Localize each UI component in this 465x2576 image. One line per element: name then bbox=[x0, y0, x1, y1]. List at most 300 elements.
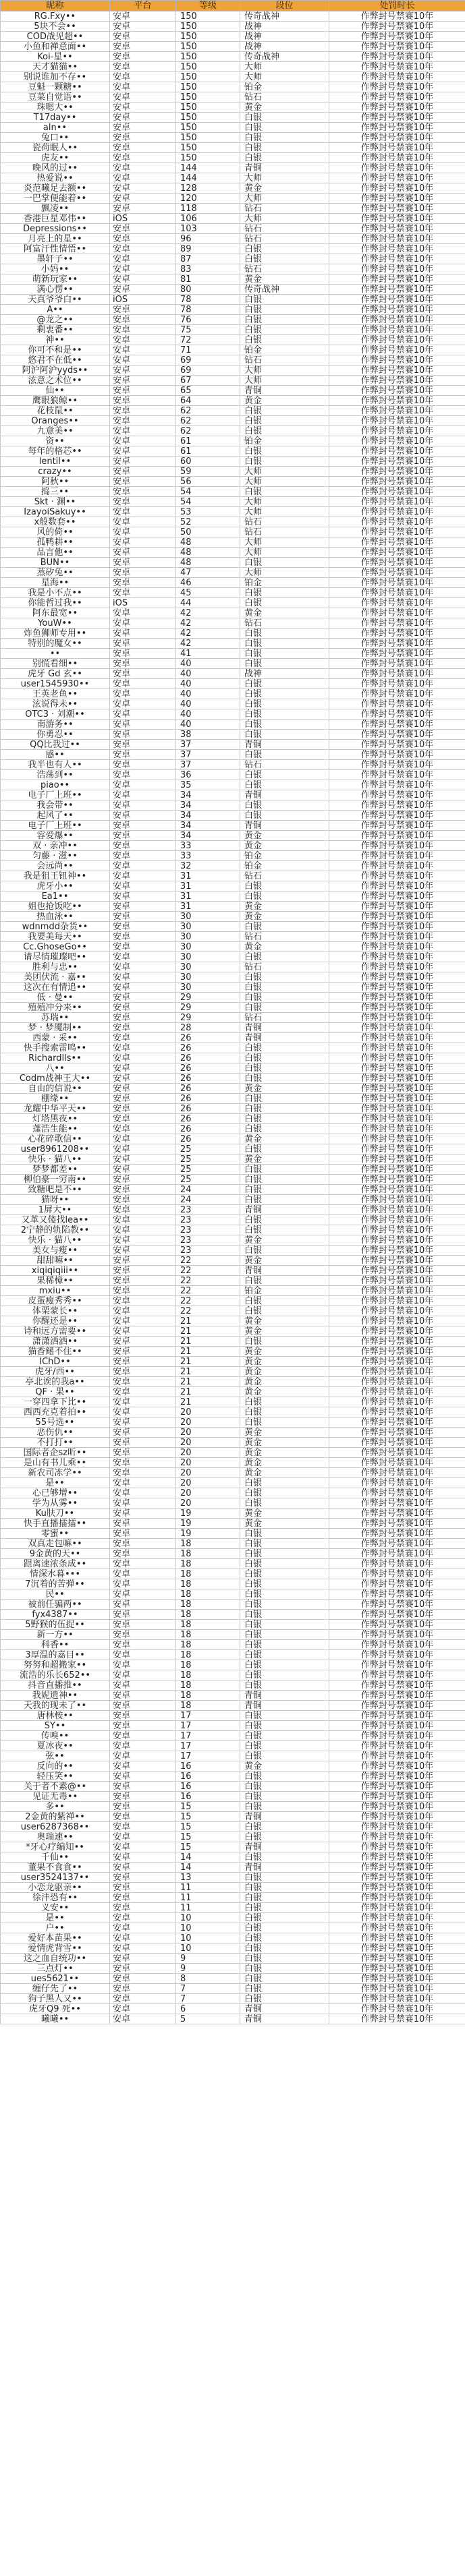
table-row bbox=[1, 548, 465, 558]
cell-level: 150 bbox=[176, 11, 240, 22]
cell-nickname: 三点灯•• bbox=[1, 1964, 110, 1974]
cell-penalty: 作弊封号禁赛10年 bbox=[329, 1438, 465, 1448]
cell-penalty: 作弊封号禁赛10年 bbox=[329, 446, 465, 457]
cell-penalty: 作弊封号禁赛10年 bbox=[329, 942, 465, 952]
cell-level: 21 bbox=[176, 1357, 240, 1367]
cell-penalty: 作弊封号禁赛10年 bbox=[329, 1822, 465, 1832]
cell-rank: 大师 bbox=[240, 62, 329, 72]
cell-level: 61 bbox=[176, 436, 240, 446]
cell-nickname: 热爱说•• bbox=[1, 173, 110, 183]
cell-platform: 安卓 bbox=[110, 32, 176, 42]
cell-platform: 安卓 bbox=[110, 204, 176, 214]
table-row bbox=[1, 517, 465, 527]
cell-penalty: 作弊封号禁赛10年 bbox=[329, 436, 465, 446]
cell-nickname: 被前任骗两•• bbox=[1, 1600, 110, 1610]
cell-platform: 安卓 bbox=[110, 1043, 176, 1053]
cell-penalty: 作弊封号禁赛10年 bbox=[329, 467, 465, 477]
cell-nickname: 九意美•• bbox=[1, 426, 110, 436]
table-row bbox=[1, 1347, 465, 1357]
cell-nickname: 泫意之术位•• bbox=[1, 376, 110, 386]
cell-level: 18 bbox=[176, 1630, 240, 1640]
cell-rank: 白银 bbox=[240, 1933, 329, 1943]
cell-nickname: 虎牙小•• bbox=[1, 881, 110, 891]
cell-platform: 安卓 bbox=[110, 1306, 176, 1316]
table-row bbox=[1, 1680, 465, 1691]
cell-rank: 白银 bbox=[240, 881, 329, 891]
cell-nickname: 感•• bbox=[1, 750, 110, 760]
cell-platform: 安卓 bbox=[110, 1286, 176, 1296]
cell-level: 23 bbox=[176, 1215, 240, 1225]
cell-penalty: 作弊封号禁赛10年 bbox=[329, 1893, 465, 1903]
cell-level: 18 bbox=[176, 1650, 240, 1660]
cell-nickname: 亭北诶的我a•• bbox=[1, 1377, 110, 1387]
cell-penalty: 作弊封号禁赛10年 bbox=[329, 113, 465, 123]
cell-penalty: 作弊封号禁赛10年 bbox=[329, 871, 465, 881]
cell-platform: 安卓 bbox=[110, 1660, 176, 1670]
cell-rank: 白银 bbox=[240, 1782, 329, 1792]
cell-platform: 安卓 bbox=[110, 618, 176, 628]
cell-rank: 白银 bbox=[240, 1539, 329, 1549]
cell-nickname: 我会带•• bbox=[1, 800, 110, 811]
cell-penalty: 作弊封号禁赛10年 bbox=[329, 1751, 465, 1761]
cell-nickname: 双真走包嘛•• bbox=[1, 1539, 110, 1549]
table-row bbox=[1, 295, 465, 305]
cell-level: 69 bbox=[176, 365, 240, 376]
cell-penalty: 作弊封号禁赛10年 bbox=[329, 902, 465, 912]
cell-penalty: 作弊封号禁赛10年 bbox=[329, 912, 465, 922]
cell-platform: 安卓 bbox=[110, 1417, 176, 1428]
cell-level: 20 bbox=[176, 1498, 240, 1509]
cell-penalty: 作弊封号禁赛10年 bbox=[329, 153, 465, 163]
cell-penalty: 作弊封号禁赛10年 bbox=[329, 1954, 465, 1964]
table-row bbox=[1, 163, 465, 173]
cell-nickname: 姐也抢饭吃•• bbox=[1, 902, 110, 912]
cell-nickname: 资•• bbox=[1, 436, 110, 446]
cell-level: 16 bbox=[176, 1792, 240, 1802]
cell-level: 7 bbox=[176, 1994, 240, 2004]
cell-penalty: 作弊封号禁赛10年 bbox=[329, 1316, 465, 1326]
cell-platform: 安卓 bbox=[110, 345, 176, 355]
cell-nickname: 星海•• bbox=[1, 578, 110, 588]
cell-nickname: OTC3 · 刘潮•• bbox=[1, 709, 110, 720]
cell-penalty: 作弊封号禁赛10年 bbox=[329, 1478, 465, 1488]
cell-platform: 安卓 bbox=[110, 608, 176, 618]
cell-nickname: A•• bbox=[1, 305, 110, 315]
table-row bbox=[1, 1954, 465, 1964]
cell-rank: 白银 bbox=[240, 689, 329, 699]
cell-penalty: 作弊封号禁赛10年 bbox=[329, 62, 465, 72]
cell-platform: 安卓 bbox=[110, 548, 176, 558]
cell-nickname: 科香•• bbox=[1, 1640, 110, 1650]
cell-level: 32 bbox=[176, 861, 240, 871]
table-row bbox=[1, 1387, 465, 1397]
cell-penalty: 作弊封号禁赛10年 bbox=[329, 214, 465, 224]
table-row bbox=[1, 285, 465, 295]
cell-nickname: 户•• bbox=[1, 1923, 110, 1933]
cell-nickname: 千仙•• bbox=[1, 1852, 110, 1863]
cell-penalty: 作弊封号禁赛10年 bbox=[329, 123, 465, 133]
table-row bbox=[1, 1478, 465, 1488]
cell-platform: 安卓 bbox=[110, 962, 176, 972]
cell-platform: 安卓 bbox=[110, 2014, 176, 2024]
cell-penalty: 作弊封号禁赛10年 bbox=[329, 11, 465, 22]
cell-level: 48 bbox=[176, 548, 240, 558]
cell-platform: iOS bbox=[110, 295, 176, 305]
cell-rank: 钻石 bbox=[240, 204, 329, 214]
table-row bbox=[1, 1964, 465, 1974]
cell-rank: 钻石 bbox=[240, 264, 329, 274]
cell-rank: 白银 bbox=[240, 1852, 329, 1863]
cell-level: 150 bbox=[176, 42, 240, 52]
cell-penalty: 作弊封号禁赛10年 bbox=[329, 558, 465, 568]
cell-penalty: 作弊封号禁赛10年 bbox=[329, 1053, 465, 1063]
cell-level: 34 bbox=[176, 831, 240, 841]
cell-penalty: 作弊封号禁赛10年 bbox=[329, 1842, 465, 1852]
table-row bbox=[1, 811, 465, 821]
cell-penalty: 作弊封号禁赛10年 bbox=[329, 1306, 465, 1316]
table-row bbox=[1, 1832, 465, 1842]
cell-level: 31 bbox=[176, 881, 240, 891]
cell-level: 81 bbox=[176, 274, 240, 285]
table-row bbox=[1, 1144, 465, 1154]
cell-penalty: 作弊封号禁赛10年 bbox=[329, 1812, 465, 1822]
cell-level: 54 bbox=[176, 497, 240, 507]
cell-nickname: 神•• bbox=[1, 335, 110, 345]
cell-level: 25 bbox=[176, 1175, 240, 1185]
cell-penalty: 作弊封号禁赛10年 bbox=[329, 760, 465, 770]
cell-nickname: Skt · 渊•• bbox=[1, 497, 110, 507]
cell-nickname: 见证无毒•• bbox=[1, 1792, 110, 1802]
table-row bbox=[1, 891, 465, 902]
cell-rank: 黄金 bbox=[240, 1367, 329, 1377]
cell-level: 11 bbox=[176, 1893, 240, 1903]
cell-level: 31 bbox=[176, 871, 240, 881]
table-row bbox=[1, 183, 465, 194]
cell-level: 18 bbox=[176, 1549, 240, 1559]
table-row bbox=[1, 315, 465, 325]
cell-nickname: 龙耀中华平天•• bbox=[1, 1104, 110, 1114]
cell-platform: 安卓 bbox=[110, 62, 176, 72]
cell-nickname: 这之血自统功•• bbox=[1, 1954, 110, 1964]
cell-penalty: 作弊封号禁赛10年 bbox=[329, 22, 465, 32]
table-row bbox=[1, 1235, 465, 1246]
cell-nickname: 国际者企sz昕•• bbox=[1, 1448, 110, 1458]
cell-rank: 青铜 bbox=[240, 740, 329, 750]
table-row bbox=[1, 1256, 465, 1266]
cell-level: 87 bbox=[176, 254, 240, 264]
cell-level: 30 bbox=[176, 912, 240, 922]
cell-platform: 安卓 bbox=[110, 72, 176, 82]
cell-platform: 安卓 bbox=[110, 1033, 176, 1043]
cell-platform: 安卓 bbox=[110, 1600, 176, 1610]
cell-platform: 安卓 bbox=[110, 1741, 176, 1751]
cell-level: 54 bbox=[176, 487, 240, 497]
cell-level: 16 bbox=[176, 1761, 240, 1772]
cell-rank: 白银 bbox=[240, 1417, 329, 1428]
cell-level: 21 bbox=[176, 1397, 240, 1407]
cell-rank: 钻石 bbox=[240, 355, 329, 365]
table-row bbox=[1, 1043, 465, 1053]
cell-rank: 白银 bbox=[240, 1063, 329, 1074]
cell-platform: 安卓 bbox=[110, 1539, 176, 1549]
cell-nickname: 阿秋•• bbox=[1, 477, 110, 487]
cell-nickname: Depressions•• bbox=[1, 224, 110, 234]
cell-rank: 黄金 bbox=[240, 1326, 329, 1337]
cell-nickname: 抖音直播推•• bbox=[1, 1680, 110, 1691]
cell-rank: 青铜 bbox=[240, 790, 329, 800]
cell-rank: 白银 bbox=[240, 1337, 329, 1347]
cell-level: 103 bbox=[176, 224, 240, 234]
cell-penalty: 作弊封号禁赛10年 bbox=[329, 92, 465, 103]
cell-penalty: 作弊封号禁赛10年 bbox=[329, 932, 465, 942]
table-row bbox=[1, 1074, 465, 1084]
cell-platform: 安卓 bbox=[110, 1114, 176, 1124]
cell-platform: 安卓 bbox=[110, 1256, 176, 1266]
cell-platform: 安卓 bbox=[110, 800, 176, 811]
cell-nickname: 快手直播擂擂•• bbox=[1, 1519, 110, 1529]
cell-penalty: 作弊封号禁赛10年 bbox=[329, 851, 465, 861]
cell-level: 18 bbox=[176, 1701, 240, 1711]
cell-rank: 白银 bbox=[240, 426, 329, 436]
cell-platform: 安卓 bbox=[110, 912, 176, 922]
table-header-row bbox=[1, 1, 465, 11]
cell-platform: 安卓 bbox=[110, 285, 176, 295]
cell-platform: 安卓 bbox=[110, 972, 176, 983]
table-row bbox=[1, 22, 465, 32]
cell-level: 72 bbox=[176, 335, 240, 345]
table-row bbox=[1, 912, 465, 922]
cell-level: 75 bbox=[176, 325, 240, 335]
table-row bbox=[1, 1994, 465, 2004]
cell-nickname: 轻压笑•• bbox=[1, 1772, 110, 1782]
cell-rank: 大师 bbox=[240, 214, 329, 224]
cell-penalty: 作弊封号禁赛10年 bbox=[329, 133, 465, 143]
cell-platform: 安卓 bbox=[110, 274, 176, 285]
cell-penalty: 作弊封号禁赛10年 bbox=[329, 811, 465, 821]
cell-penalty: 作弊封号禁赛10年 bbox=[329, 163, 465, 173]
cell-rank: 白银 bbox=[240, 1741, 329, 1751]
table-row bbox=[1, 1903, 465, 1913]
table-row bbox=[1, 1509, 465, 1519]
table-row bbox=[1, 851, 465, 861]
cell-level: 16 bbox=[176, 1782, 240, 1792]
cell-level: 15 bbox=[176, 1802, 240, 1812]
cell-rank: 白银 bbox=[240, 1175, 329, 1185]
cell-nickname: 是山有书儿乘•• bbox=[1, 1458, 110, 1468]
cell-rank: 白银 bbox=[240, 1974, 329, 1984]
cell-rank: 黄金 bbox=[240, 274, 329, 285]
cell-nickname: RG.Fxy•• bbox=[1, 11, 110, 22]
cell-nickname: 特别的魔女•• bbox=[1, 639, 110, 649]
cell-level: 15 bbox=[176, 1842, 240, 1852]
table-row bbox=[1, 1225, 465, 1235]
table-row bbox=[1, 1640, 465, 1650]
cell-penalty: 作弊封号禁赛10年 bbox=[329, 1994, 465, 2004]
cell-level: 46 bbox=[176, 578, 240, 588]
cell-penalty: 作弊封号禁赛10年 bbox=[329, 477, 465, 487]
cell-level: 40 bbox=[176, 699, 240, 709]
cell-platform: 安卓 bbox=[110, 1852, 176, 1863]
cell-rank: 黄金 bbox=[240, 1761, 329, 1772]
cell-penalty: 作弊封号禁赛10年 bbox=[329, 1873, 465, 1883]
cell-rank: 白银 bbox=[240, 315, 329, 325]
cell-platform: 安卓 bbox=[110, 821, 176, 831]
cell-nickname: 胜利与忠•• bbox=[1, 962, 110, 972]
cell-nickname: 甜甜嘛•• bbox=[1, 1256, 110, 1266]
table-row bbox=[1, 1498, 465, 1509]
cell-platform: 安卓 bbox=[110, 406, 176, 416]
cell-nickname: Koi-星•• bbox=[1, 52, 110, 62]
cell-rank: 白银 bbox=[240, 1498, 329, 1509]
cell-rank: 白银 bbox=[240, 1043, 329, 1053]
cell-platform: 安卓 bbox=[110, 537, 176, 548]
cell-penalty: 作弊封号禁赛10年 bbox=[329, 194, 465, 204]
cell-level: 150 bbox=[176, 52, 240, 62]
cell-platform: 安卓 bbox=[110, 1266, 176, 1276]
cell-platform: 安卓 bbox=[110, 1893, 176, 1903]
table-row bbox=[1, 1266, 465, 1276]
cell-level: 150 bbox=[176, 153, 240, 163]
cell-rank: 白银 bbox=[240, 113, 329, 123]
cell-rank: 黄金 bbox=[240, 1134, 329, 1144]
cell-rank: 白银 bbox=[240, 1397, 329, 1407]
cell-level: 37 bbox=[176, 740, 240, 750]
cell-rank: 白银 bbox=[240, 1003, 329, 1013]
cell-rank: 青铜 bbox=[240, 2014, 329, 2024]
table-row bbox=[1, 1792, 465, 1802]
cell-rank: 铂金 bbox=[240, 345, 329, 355]
table-row bbox=[1, 1610, 465, 1620]
cell-rank: 白银 bbox=[240, 1185, 329, 1195]
cell-level: 150 bbox=[176, 82, 240, 92]
cell-level: 30 bbox=[176, 922, 240, 932]
cell-penalty: 作弊封号禁赛10年 bbox=[329, 244, 465, 254]
cell-nickname: 55号选•• bbox=[1, 1417, 110, 1428]
cell-platform: 安卓 bbox=[110, 123, 176, 133]
cell-rank: 白银 bbox=[240, 1832, 329, 1842]
cell-penalty: 作弊封号禁赛10年 bbox=[329, 1114, 465, 1124]
cell-nickname: 弦•• bbox=[1, 1751, 110, 1761]
cell-rank: 白银 bbox=[240, 1246, 329, 1256]
cell-rank: 白银 bbox=[240, 983, 329, 993]
cell-platform: 安卓 bbox=[110, 1428, 176, 1438]
cell-penalty: 作弊封号禁赛10年 bbox=[329, 335, 465, 345]
cell-platform: 安卓 bbox=[110, 1225, 176, 1235]
cell-platform: 安卓 bbox=[110, 467, 176, 477]
cell-platform: 安卓 bbox=[110, 1549, 176, 1559]
cell-penalty: 作弊封号禁赛10年 bbox=[329, 1124, 465, 1134]
cell-platform: 安卓 bbox=[110, 1458, 176, 1468]
table-row bbox=[1, 639, 465, 649]
cell-rank: 白银 bbox=[240, 1964, 329, 1974]
table-row bbox=[1, 467, 465, 477]
cell-nickname: 猫呀•• bbox=[1, 1195, 110, 1205]
cell-rank: 白银 bbox=[240, 1579, 329, 1589]
cell-level: 150 bbox=[176, 103, 240, 113]
cell-level: 30 bbox=[176, 932, 240, 942]
cell-platform: 安卓 bbox=[110, 942, 176, 952]
table-row bbox=[1, 942, 465, 952]
cell-rank: 白银 bbox=[240, 1984, 329, 1994]
cell-nickname: 关于者不素@•• bbox=[1, 1782, 110, 1792]
cell-platform: 安卓 bbox=[110, 861, 176, 871]
cell-nickname: user8961208•• bbox=[1, 1144, 110, 1154]
cell-penalty: 作弊封号禁赛10年 bbox=[329, 588, 465, 598]
cell-level: 10 bbox=[176, 1923, 240, 1933]
cell-platform: 安卓 bbox=[110, 1984, 176, 1994]
cell-rank: 白银 bbox=[240, 1822, 329, 1832]
cell-platform: 安卓 bbox=[110, 254, 176, 264]
cell-level: 22 bbox=[176, 1296, 240, 1306]
cell-penalty: 作弊封号禁赛10年 bbox=[329, 1802, 465, 1812]
cell-rank: 白银 bbox=[240, 770, 329, 780]
cell-rank: 白银 bbox=[240, 1569, 329, 1579]
table-row bbox=[1, 92, 465, 103]
cell-penalty: 作弊封号禁赛10年 bbox=[329, 1640, 465, 1650]
cell-level: 18 bbox=[176, 1559, 240, 1569]
cell-level: 17 bbox=[176, 1721, 240, 1731]
table-row bbox=[1, 1276, 465, 1286]
cell-penalty: 作弊封号禁赛10年 bbox=[329, 1650, 465, 1660]
cell-penalty: 作弊封号禁赛10年 bbox=[329, 1761, 465, 1772]
cell-level: 30 bbox=[176, 983, 240, 993]
cell-platform: 安卓 bbox=[110, 1104, 176, 1114]
cell-platform: 安卓 bbox=[110, 1165, 176, 1175]
table-row bbox=[1, 396, 465, 406]
cell-rank: 黄金 bbox=[240, 942, 329, 952]
cell-penalty: 作弊封号禁赛10年 bbox=[329, 406, 465, 416]
cell-nickname: *牙心疗编知•• bbox=[1, 1842, 110, 1852]
table-row bbox=[1, 1893, 465, 1903]
cell-nickname: 董果不食食•• bbox=[1, 1863, 110, 1873]
cell-penalty: 作弊封号禁赛10年 bbox=[329, 861, 465, 871]
cell-level: 19 bbox=[176, 1519, 240, 1529]
cell-penalty: 作弊封号禁赛10年 bbox=[329, 993, 465, 1003]
cell-rank: 黄金 bbox=[240, 1387, 329, 1397]
cell-rank: 青铜 bbox=[240, 821, 329, 831]
cell-nickname: SY•• bbox=[1, 1721, 110, 1731]
cell-penalty: 作弊封号禁赛10年 bbox=[329, 1134, 465, 1144]
cell-rank: 钻石 bbox=[240, 224, 329, 234]
cell-level: 29 bbox=[176, 993, 240, 1003]
cell-platform: 安卓 bbox=[110, 446, 176, 457]
cell-platform: 安卓 bbox=[110, 1691, 176, 1701]
cell-nickname: aln•• bbox=[1, 123, 110, 133]
cell-penalty: 作弊封号禁赛10年 bbox=[329, 1852, 465, 1863]
table-row bbox=[1, 993, 465, 1003]
cell-level: 34 bbox=[176, 790, 240, 800]
cell-platform: 安卓 bbox=[110, 1974, 176, 1984]
cell-nickname: 我是小不点•• bbox=[1, 588, 110, 598]
table-row bbox=[1, 1660, 465, 1670]
cell-platform: 安卓 bbox=[110, 993, 176, 1003]
cell-penalty: 作弊封号禁赛10年 bbox=[329, 1670, 465, 1680]
cell-platform: 安卓 bbox=[110, 1205, 176, 1215]
cell-level: 11 bbox=[176, 1883, 240, 1893]
cell-penalty: 作弊封号禁赛10年 bbox=[329, 1711, 465, 1721]
cell-level: 67 bbox=[176, 376, 240, 386]
cell-penalty: 作弊封号禁赛10年 bbox=[329, 1154, 465, 1165]
cell-penalty: 作弊封号禁赛10年 bbox=[329, 720, 465, 730]
table-row bbox=[1, 821, 465, 831]
table-row bbox=[1, 740, 465, 750]
table-row bbox=[1, 1630, 465, 1640]
table-row bbox=[1, 1215, 465, 1225]
cell-level: 22 bbox=[176, 1286, 240, 1296]
cell-penalty: 作弊封号禁赛10年 bbox=[329, 274, 465, 285]
table-row bbox=[1, 42, 465, 52]
table-row bbox=[1, 62, 465, 72]
